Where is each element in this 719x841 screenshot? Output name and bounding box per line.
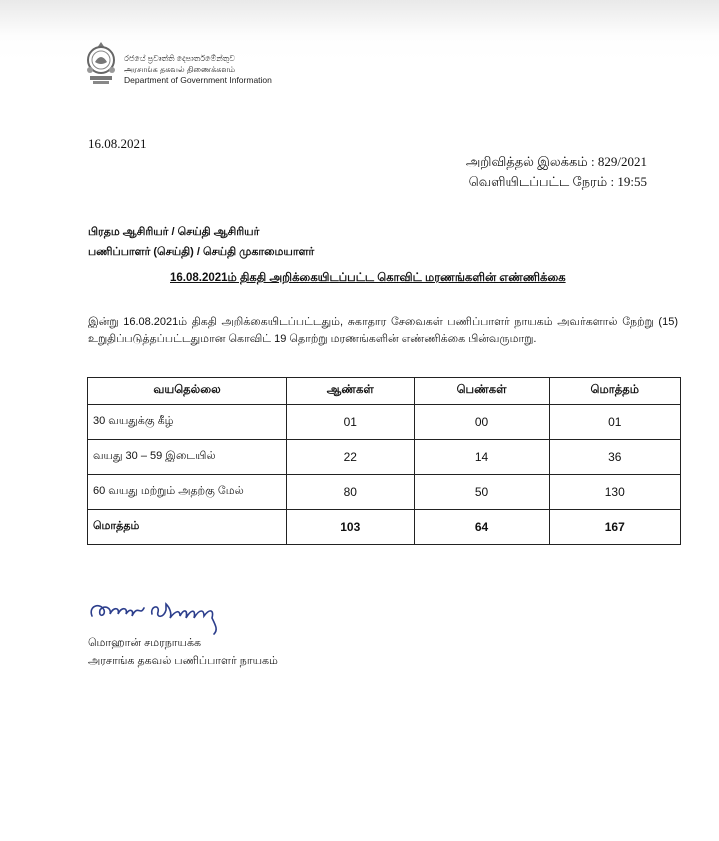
age-range-cell: வயது 30 – 59 இடையில்	[88, 440, 287, 475]
total-count-cell: 01	[549, 405, 680, 440]
total-count-cell: 36	[549, 440, 680, 475]
government-emblem-logo	[84, 40, 118, 88]
body-paragraph: இன்று 16.08.2021ம் திகதி அறிக்கையிடப்பட்டதும், சுகாதார சேவைகள் பணிப்பாளர் நாயகம் அவர்களால் நேற்று (15) உறுதிப்படுத்தப்பட்டதுமான கொவிட் 19 தொற்று மரணங்களின் எண்ணிக்கை பின்வருமாறு.	[88, 316, 678, 345]
addressee-block	[88, 222, 314, 262]
addressee-line-1: பிரதம ஆசிரியர் / செய்தி ஆசிரியர்	[88, 226, 260, 238]
table-total-row	[88, 510, 681, 545]
female-count-cell: 50	[414, 475, 549, 510]
document-date: 16.08.2021	[88, 136, 147, 151]
female-count-cell: 14	[414, 440, 549, 475]
header-total: மொத்தம்	[549, 378, 680, 405]
male-count-cell: 01	[287, 405, 415, 440]
header-age-range: வயதெல்லை	[88, 378, 287, 405]
male-count-cell: 22	[287, 440, 415, 475]
total-label-cell: மொத்தம்	[88, 510, 287, 545]
department-name-english: Department of Government Information	[124, 75, 272, 85]
document-title: 16.08.2021ம் திகதி அறிக்கையிடப்பட்ட கொவிட் மரணங்களின் எண்ணிக்கை	[170, 272, 566, 284]
release-time-value: 19:55	[617, 174, 647, 189]
reference-separator: :	[591, 154, 598, 169]
addressee-line-2: பணிப்பாளர் (செய்தி) / செய்தி முகாமையாளர்	[88, 246, 315, 258]
time-separator: :	[610, 174, 618, 189]
header-male: ஆண்கள்	[287, 378, 415, 405]
grand-total-cell: 167	[549, 510, 680, 545]
department-name-tamil: அரசாங்க தகவல் திணைக்களம்	[124, 65, 236, 74]
signer-block	[88, 634, 278, 670]
age-range-cell: 30 வயதுக்கு கீழ்	[88, 405, 287, 440]
reference-number-value: 829/2021	[597, 154, 647, 169]
reference-number-label: அறிவித்தல் இலக்கம்	[465, 154, 588, 169]
covid-deaths-table	[87, 377, 681, 545]
male-total-cell: 103	[287, 510, 415, 545]
handwritten-signature	[86, 596, 256, 636]
table-row	[88, 440, 681, 475]
age-range-cell: 60 வயது மற்றும் அதற்கு மேல்	[88, 475, 287, 510]
signer-title: அரசாங்க தகவல் பணிப்பாளர் நாயகம்	[88, 655, 278, 667]
table-header-row	[88, 378, 681, 405]
male-count-cell: 80	[287, 475, 415, 510]
table-row	[88, 405, 681, 440]
header-female: பெண்கள்	[414, 378, 549, 405]
total-count-cell: 130	[549, 475, 680, 510]
female-count-cell: 00	[414, 405, 549, 440]
release-time-label: வெளியிடப்பட்ட நேரம்	[468, 174, 608, 189]
female-total-cell: 64	[414, 510, 549, 545]
table-row	[88, 475, 681, 510]
reference-block	[466, 152, 647, 192]
department-name-sinhala: රජයේ ප්‍රවෘත්ති දෙපාර්තමේන්තුව	[124, 54, 236, 63]
signer-name: மொஹான் சமரநாயக்க	[88, 637, 202, 649]
department-name-block	[124, 53, 272, 86]
